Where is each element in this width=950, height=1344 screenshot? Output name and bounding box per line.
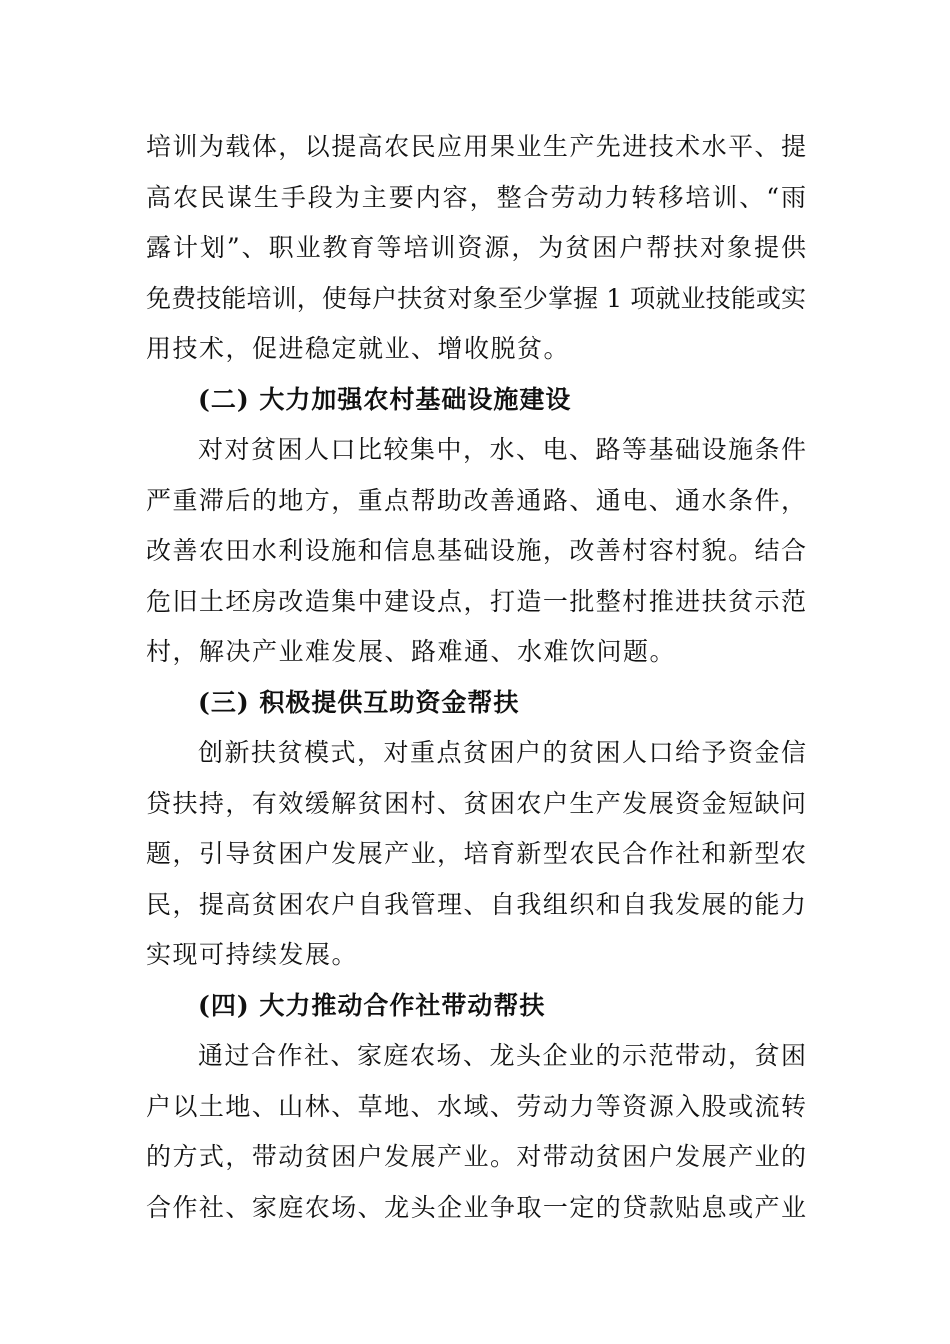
paragraph-line: 危旧土坯房改造集中建设点，打造一批整村推进扶贫示范 (146, 586, 806, 616)
paragraph-line: 对对贫困人口比较集中，水、电、路等基础设施条件 (198, 435, 806, 464)
paragraph-line: 贷扶持，有效缓解贫困村、贫困农户生产发展资金短缺问 (146, 788, 806, 818)
document-body (146, 122, 806, 1233)
paragraph-line: 合作社、家庭农场、龙头企业争取一定的贷款贴息或产业 (146, 1192, 806, 1222)
section-heading-3: (三) 积极提供互助资金帮扶 (198, 687, 520, 717)
section-heading-2: (二) 大力加强农村基础设施建设 (198, 384, 572, 414)
paragraph-line: 实现可持续发展。 (146, 940, 359, 969)
paragraph-line: 题，引导贫困户发展产业，培育新型农民合作社和新型农 (146, 839, 806, 868)
paragraph-line: 的方式，带动贫困户发展产业。对带动贫困户发展产业的 (146, 1142, 806, 1171)
paragraph-line: 培训为载体，以提高农民应用果业生产先进技术水平、提 (146, 132, 806, 161)
paragraph-line: 高农民谋生手段为主要内容，整合劳动力转移培训、“雨 (146, 182, 806, 212)
paragraph-line: 露计划”、职业教育等培训资源，为贫困户帮扶对象提供 (146, 233, 806, 262)
paragraph-line: 严重滞后的地方，重点帮助改善通路、通电、通水条件， (146, 485, 806, 515)
paragraph-line: 改善农田水利设施和信息基础设施，改善村容村貌。结合 (146, 536, 806, 565)
paragraph-line: 通过合作社、家庭农场、龙头企业的示范带动，贫困 (198, 1041, 806, 1070)
paragraph-line: 民，提高贫困农户自我管理、自我组织和自我发展的能力 (146, 889, 806, 919)
paragraph-line: 村，解决产业难发展、路难通、水难饮问题。 (146, 637, 677, 666)
paragraph-line: 户以土地、山林、草地、水域、劳动力等资源入股或流转 (146, 1091, 806, 1121)
paragraph-line: 创新扶贫模式，对重点贫困户的贫困人口给予资金信 (198, 738, 806, 767)
paragraph-line: 用技术，促进稳定就业、增收脱贫。 (146, 334, 571, 363)
paragraph-line: 免费技能培训，使每户扶贫对象至少掌握 1 项就业技能或实 (146, 283, 806, 313)
section-heading-4: (四) 大力推动合作社带动帮扶 (198, 990, 546, 1020)
